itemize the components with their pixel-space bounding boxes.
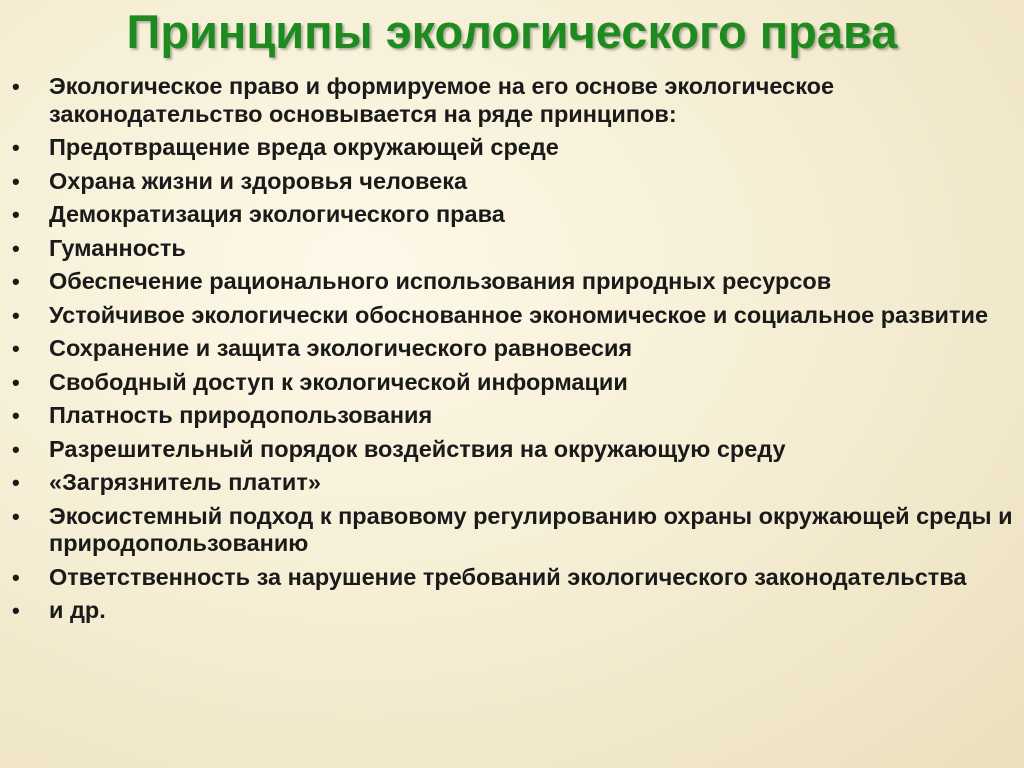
- bullet-text: Гуманность: [49, 234, 186, 261]
- bullet-icon: •: [12, 369, 20, 395]
- bullet-item: [12, 168, 1016, 196]
- bullet-icon: •: [12, 470, 20, 495]
- slide-title: Принципы экологического права: [126, 5, 898, 58]
- bullet-icon: •: [12, 74, 20, 99]
- bullet-text: и др.: [49, 597, 106, 623]
- bullet-text: Демократизация экологического права: [49, 201, 505, 227]
- bullet-text: Предотвращение вреда окружающей среде: [49, 134, 559, 160]
- bullet-list: [12, 73, 1016, 631]
- bullet-item: [12, 469, 1016, 497]
- bullet-icon: •: [12, 269, 20, 294]
- bullet-text: Экосистемный подход к правовому регулированию охраны окружающей среды и природопользованию: [49, 502, 1013, 556]
- bullet-text: Ответственность за нарушение требований экологического законодательства: [49, 563, 967, 590]
- bullet-item: [12, 369, 1016, 397]
- bullet-item: [12, 302, 1016, 330]
- bullet-icon: •: [12, 403, 20, 428]
- bullet-item: [12, 268, 1016, 296]
- bullet-text: Экологическое право и формируемое на его основе экологическое законодательство основывается на ряде принципов:: [49, 73, 835, 127]
- bullet-icon: •: [12, 564, 20, 590]
- bullet-text: Охрана жизни и здоровья человека: [49, 167, 468, 194]
- bullet-text: Свободный доступ к экологической информации: [49, 368, 628, 395]
- bullet-item: [12, 436, 1016, 464]
- bullet-icon: •: [12, 336, 20, 361]
- bullet-text: Устойчивое экологически обоснованное экономическое и социальное развитие: [49, 301, 989, 328]
- bullet-item: [12, 134, 1016, 162]
- bullet-text: «Загрязнитель платит»: [49, 469, 321, 495]
- bullet-icon: •: [12, 135, 20, 160]
- bullet-icon: •: [12, 168, 20, 194]
- bullet-item: [12, 597, 1016, 625]
- bullet-icon: •: [12, 503, 20, 529]
- bullet-item: [12, 73, 1016, 128]
- bullet-item: [12, 201, 1016, 229]
- bullet-item: [12, 235, 1016, 263]
- bullet-item: [12, 503, 1016, 558]
- bullet-text: Сохранение и защита экологического равновесия: [49, 335, 633, 361]
- bullet-icon: •: [12, 235, 20, 261]
- bullet-icon: •: [12, 598, 20, 623]
- bullet-icon: •: [12, 202, 20, 227]
- bullet-icon: •: [12, 436, 20, 462]
- bullet-text: Обеспечение рационального использования природных ресурсов: [49, 268, 832, 294]
- bullet-icon: •: [12, 302, 20, 328]
- bullet-text: Разрешительный порядок воздействия на окружающую среду: [49, 435, 786, 462]
- bullet-text: Платность природопользования: [49, 402, 433, 428]
- bullet-item: [12, 564, 1016, 592]
- bullet-item: [12, 335, 1016, 363]
- bullet-item: [12, 402, 1016, 430]
